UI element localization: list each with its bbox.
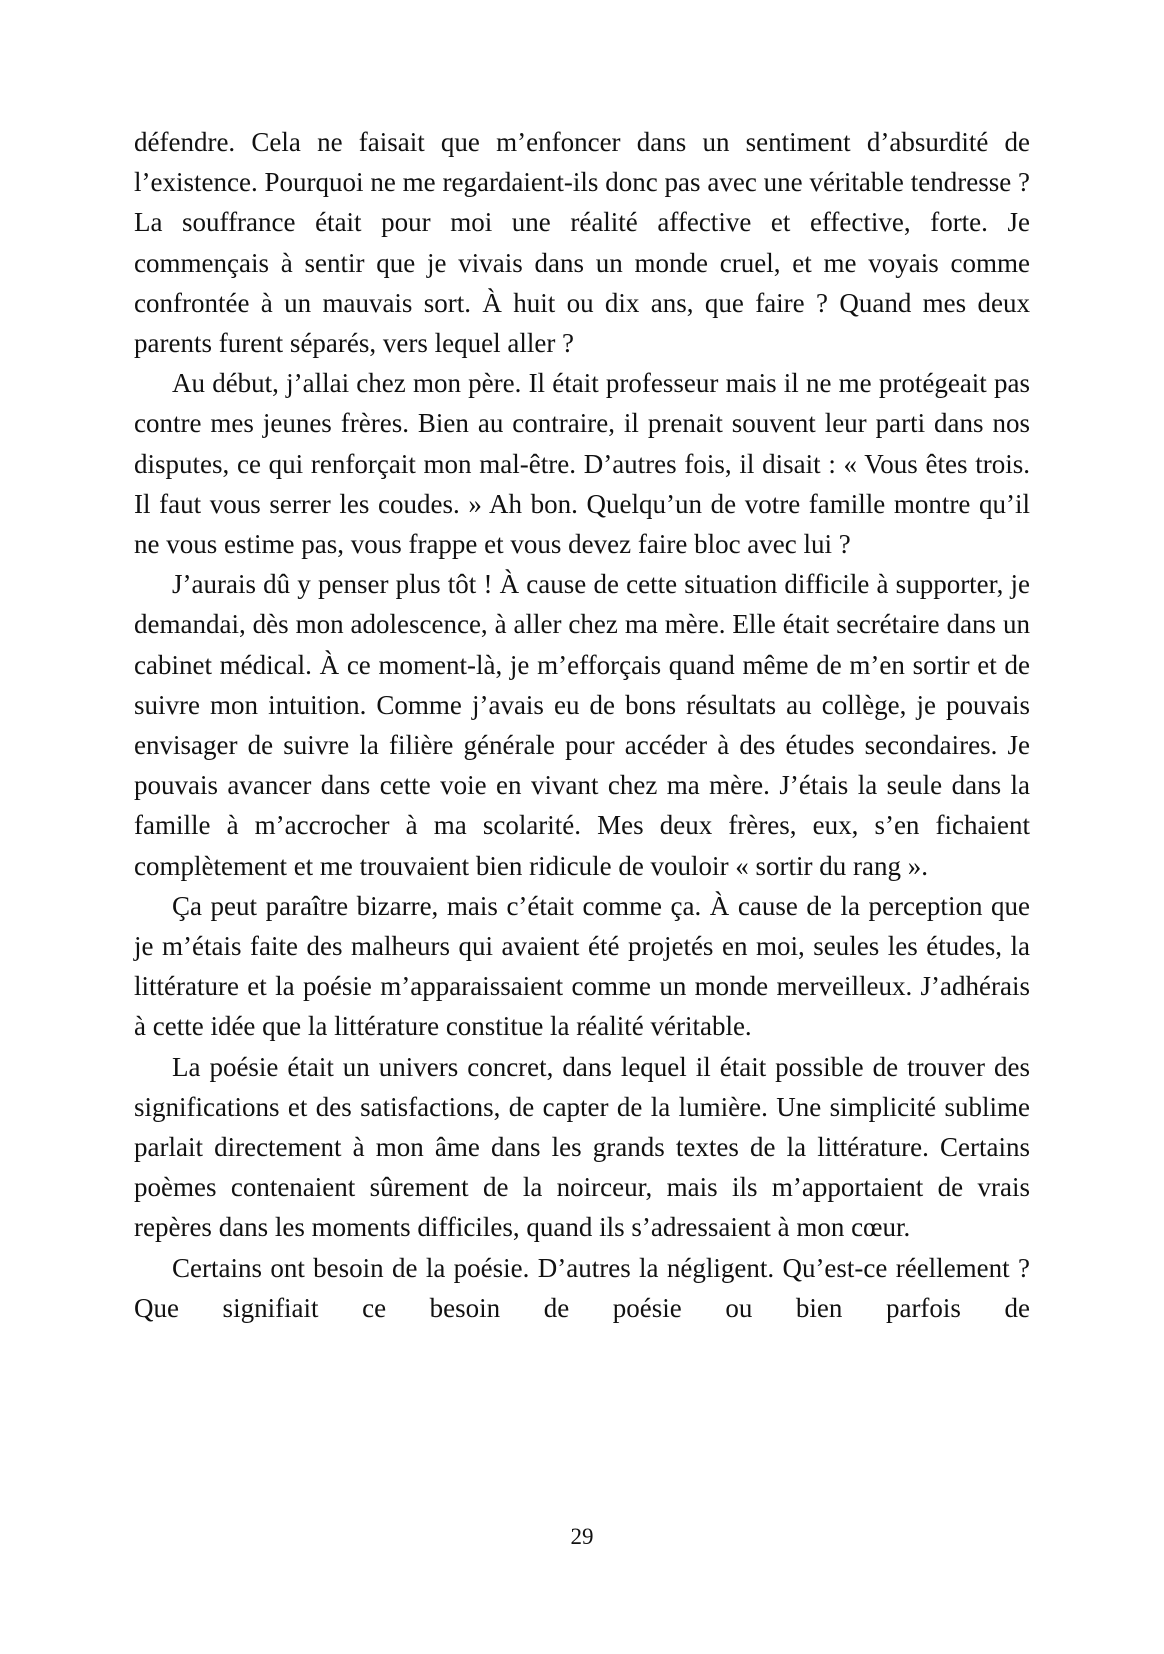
paragraph-2: Au début, j’allai chez mon père. Il était professeur mais il ne me protégeait pas contre mes jeunes frères. Bien au contraire, il prenait souvent leur parti dans nos disputes, ce qui renforçait mon mal-être. D’autres fois, il disait : « Vous êtes trois. Il faut vous serrer les coudes. » Ah bon. Quelqu’un de votre famille montre qu’il ne vous estime pas, vous frappe et vous devez faire bloc avec lui ? bbox=[134, 368, 1030, 560]
paragraph-6: Certains ont besoin de la poésie. D’autres la négligent. Qu’est-ce réellement ? Que signifiait ce besoin de poésie ou bien parfois de bbox=[134, 1252, 1030, 1323]
paragraph-5: La poésie était un univers concret, dans lequel il était possible de trouver des significations et des satisfactions, de capter de la lumière. Une simplicité sublime parlait directement à mon âme dans les grands textes de la littérature. Certains poèmes contenaient sûrement de la noirceur, mais ils m’apportaient de vrais repères dans les moments difficiles, quand ils s’adressaient à mon cœur. bbox=[134, 1051, 1030, 1243]
paragraph-1: défendre. Cela ne faisait que m’enfoncer dans un sentiment d’absurdité de l’existence. Pourquoi ne me regardaient-ils donc pas avec une véritable tendresse ? La souffrance était pour moi une réalité affective et effective, forte. Je commençais à sentir que je vivais dans un monde cruel, et me voyais comme confrontée à un mauvais sort. À huit ou dix ans, que faire ? Quand mes deux parents furent séparés, vers lequel aller ? bbox=[134, 127, 1030, 359]
page-body bbox=[134, 122, 1030, 1328]
page-number: 29 bbox=[570, 1524, 594, 1549]
paragraph-4: Ça peut paraître bizarre, mais c’était comme ça. À cause de la perception que je m’étais faite des malheurs qui avaient été projetés en moi, seules les études, la littérature et la poésie m’apparaissaient comme un monde merveilleux. J’adhérais à cette idée que la littérature constitue la réalité véritable. bbox=[134, 890, 1030, 1042]
paragraph-3: J’aurais dû y penser plus tôt ! À cause de cette situation difficile à supporter, je demandai, dès mon adolescence, à aller chez ma mère. Elle était secrétaire dans un cabinet médical. À ce moment-là, je m’efforçais quand même de m’en sortir et de suivre mon intuition. Comme j’avais eu de bons résultats au collège, je pouvais envisager de suivre la filière générale pour accéder à des études secondaires. Je pouvais avancer dans cette voie en vivant chez ma mère. J’étais la seule dans la famille à m’accrocher à ma scolarité. Mes deux frères, eux, s’en fichaient complètement et me trouvaient bien ridicule de vouloir « sortir du rang ». bbox=[134, 569, 1030, 881]
